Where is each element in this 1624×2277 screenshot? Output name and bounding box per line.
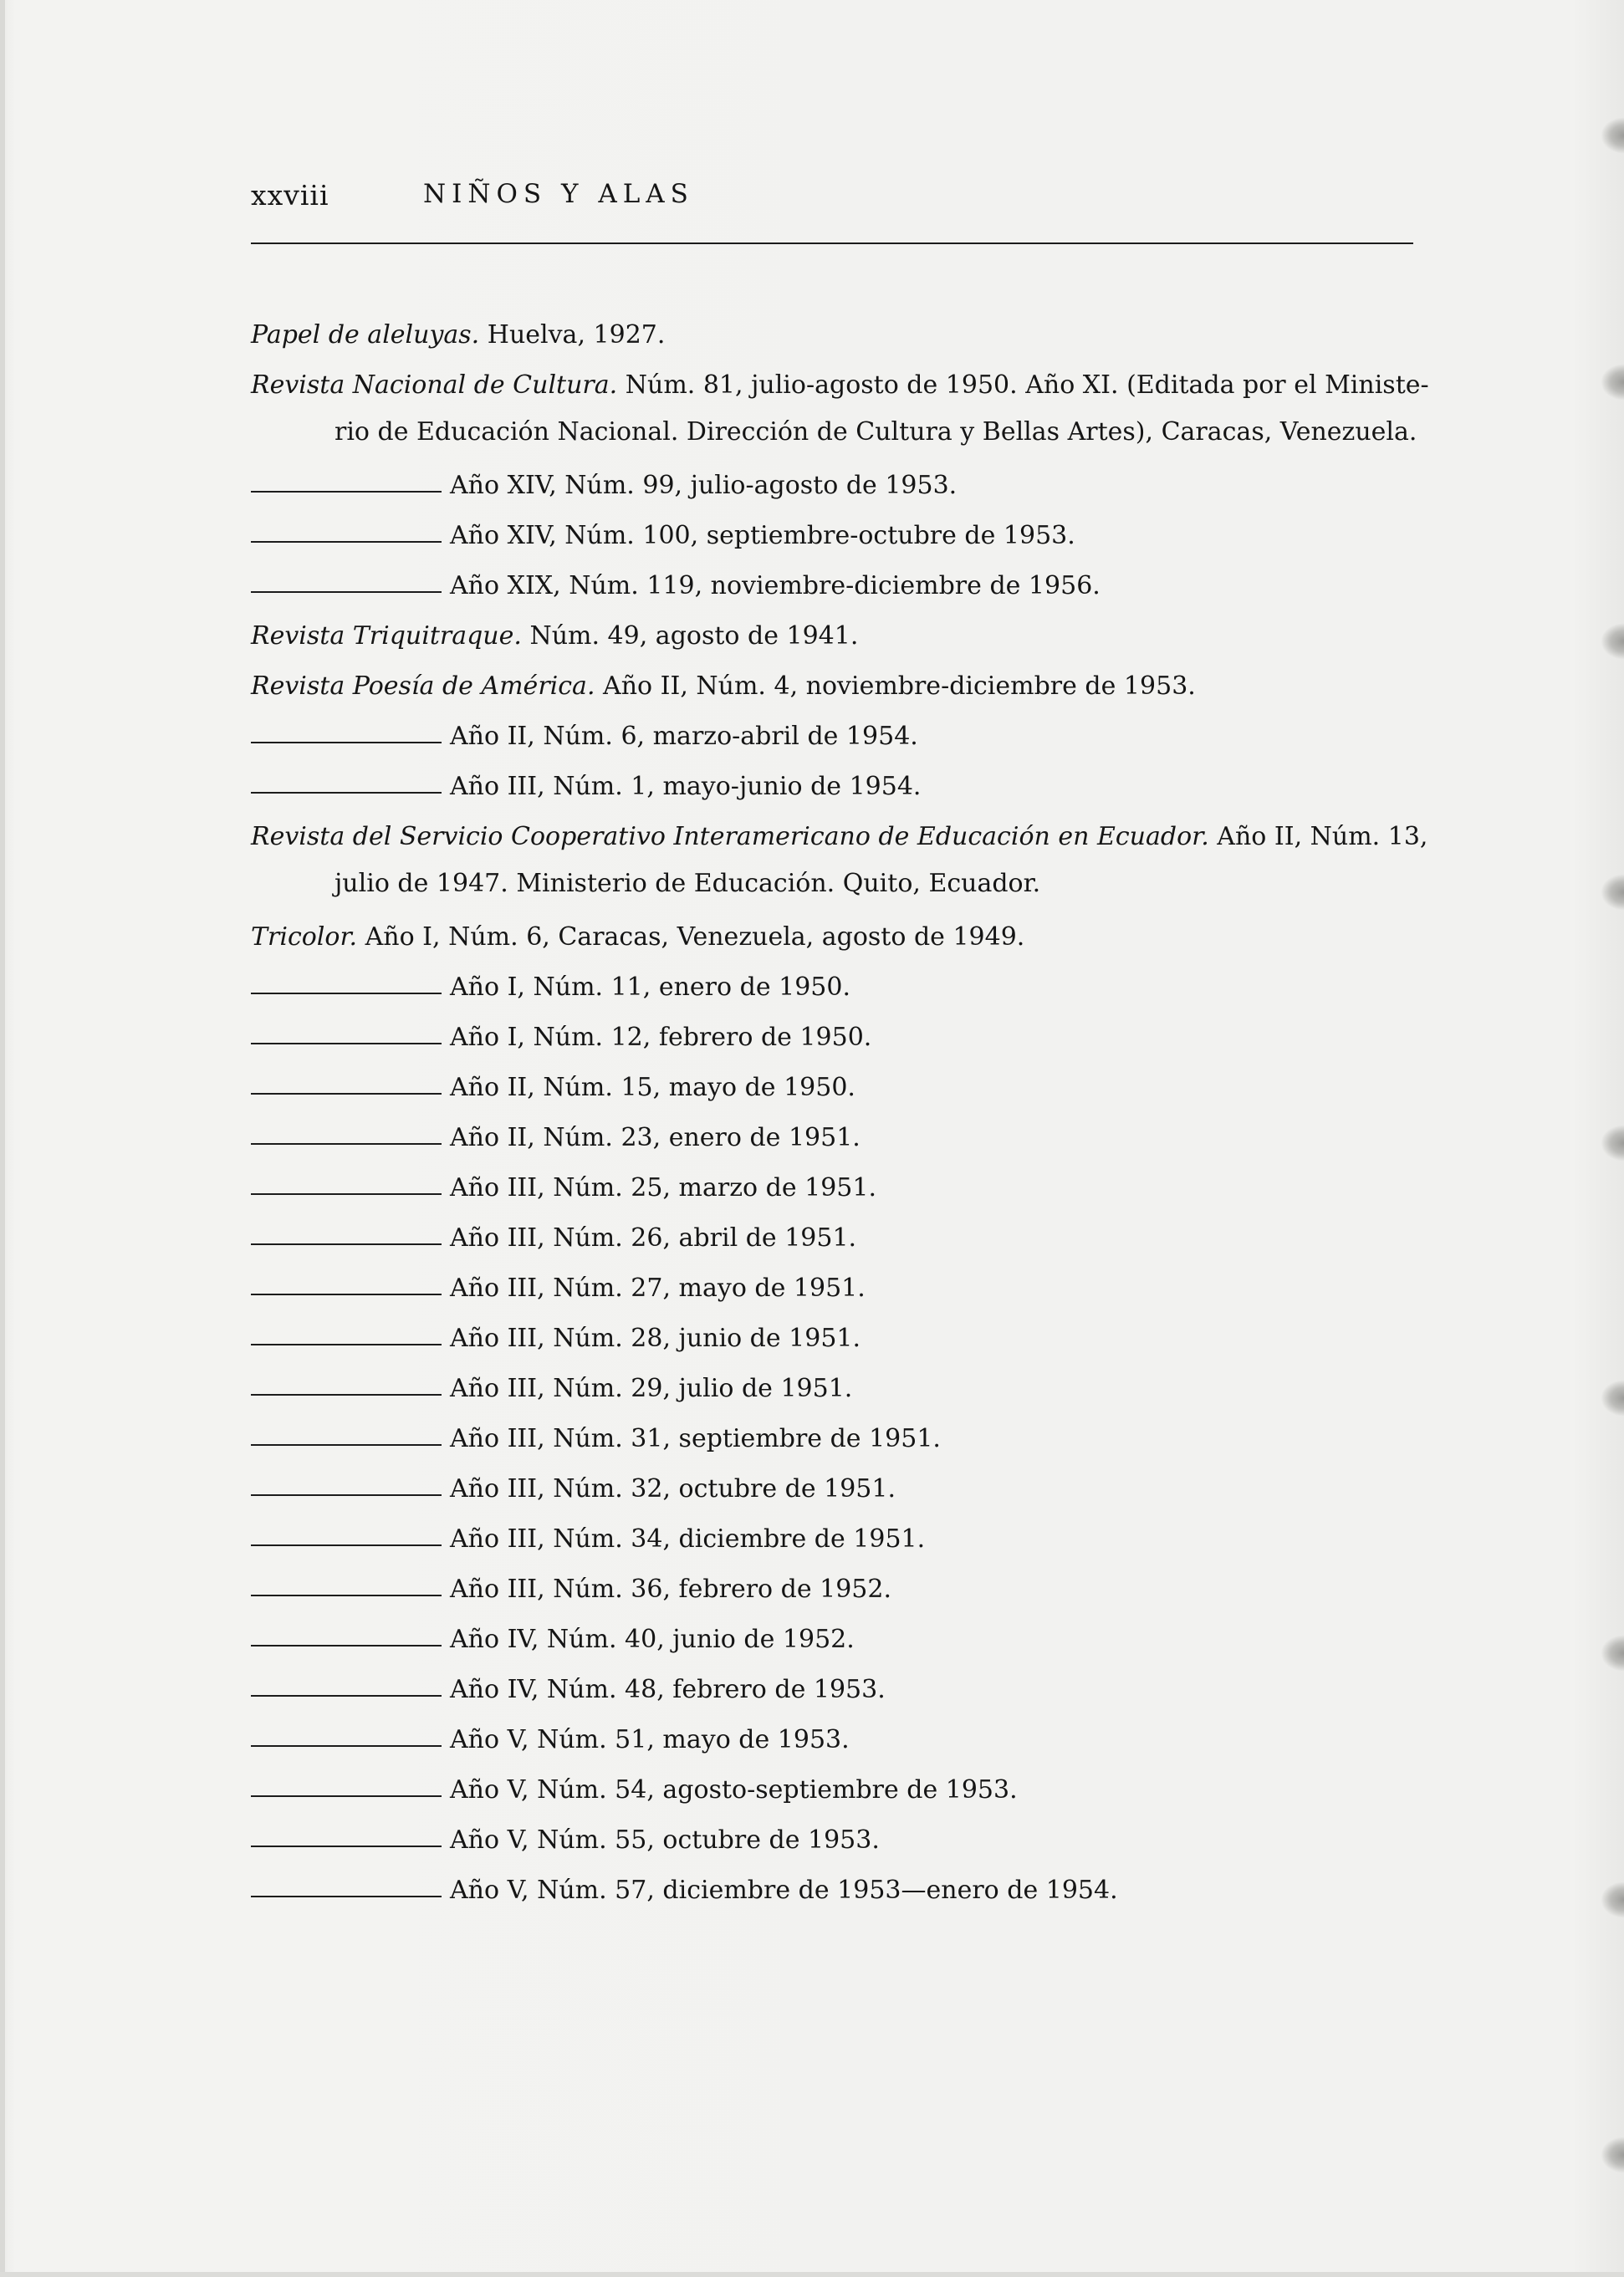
bibliography-continuation-entry	[251, 1315, 1417, 1363]
entry-details: Año III, Núm. 1, mayo-junio de 1954.	[450, 772, 922, 801]
entry-details: Año III, Núm. 25, marzo de 1951.	[450, 1173, 876, 1202]
entry-details: Año V, Núm. 57, diciembre de 1953—enero de 1954.	[450, 1876, 1118, 1905]
ditto-rule	[251, 591, 442, 593]
bibliography-continuation-entry	[251, 763, 1417, 811]
publication-title: Tricolor.	[251, 922, 358, 952]
bibliography-continuation-entry	[251, 712, 1417, 761]
entry-details: Año III, Núm. 36, febrero de 1952.	[450, 1575, 892, 1604]
ditto-rule	[251, 1394, 442, 1396]
ditto-rule	[251, 1494, 442, 1496]
bibliography-continuation-entry	[251, 1666, 1417, 1714]
binder-hole	[1601, 1635, 1624, 1672]
entry-details: Año III, Núm. 28, junio de 1951.	[450, 1324, 861, 1353]
ditto-rule	[251, 1043, 442, 1044]
ditto-rule	[251, 1143, 442, 1145]
ditto-rule	[251, 1294, 442, 1295]
bibliography-continuation-entry	[251, 1164, 1417, 1213]
ditto-rule	[251, 1243, 442, 1245]
publication-title: Revista Poesía de América.	[251, 671, 595, 701]
ditto-rule	[251, 1595, 442, 1596]
bibliography-continuation-entry	[251, 512, 1417, 560]
bibliography-continuation-entry	[251, 562, 1417, 610]
entry-details: Año II, Núm. 13,	[1217, 822, 1428, 851]
publication-title: Revista del Servicio Cooperativo Interamericano de Educación en Ecuador.	[251, 822, 1209, 851]
ditto-rule	[251, 993, 442, 994]
bibliography-continuation-entry	[251, 1064, 1417, 1112]
bibliography-continuation-entry	[251, 1716, 1417, 1764]
publication-title: Papel de aleluyas.	[251, 320, 480, 350]
bibliography-entry	[251, 361, 1429, 457]
running-title: NIÑOS Y ALAS	[423, 179, 694, 209]
ditto-rule	[251, 1645, 442, 1646]
ditto-rule	[251, 1344, 442, 1345]
bibliography-continuation-entry	[251, 1515, 1417, 1564]
bibliography-entry	[251, 612, 1417, 661]
entry-details: Año XIV, Núm. 99, julio-agosto de 1953.	[450, 471, 958, 500]
entry-details: Núm. 81, julio-agosto de 1950. Año XI. (Editada por el Ministe-	[625, 370, 1429, 400]
entry-details: Año II, Núm. 4, noviembre-diciembre de 1953.	[603, 671, 1196, 701]
ditto-rule	[251, 1846, 442, 1847]
entry-details: Año V, Núm. 55, octubre de 1953.	[450, 1825, 880, 1855]
bibliography-continuation-entry	[251, 1465, 1417, 1514]
bibliography-continuation-entry	[251, 1114, 1417, 1162]
bibliography-continuation-entry	[251, 1766, 1417, 1815]
entry-details: Año IV, Núm. 48, febrero de 1953.	[450, 1675, 886, 1704]
bibliography-continuation-entry	[251, 1415, 1417, 1463]
binder-hole	[1601, 1380, 1624, 1417]
bibliography-continuation-entry	[251, 1214, 1417, 1263]
page-number: xxviii	[251, 179, 329, 212]
ditto-rule	[251, 541, 442, 543]
entry-details: Año I, Núm. 6, Caracas, Venezuela, agosto de 1949.	[365, 922, 1025, 952]
ditto-rule	[251, 1695, 442, 1697]
bibliography-continuation-entry	[251, 1264, 1417, 1313]
entry-details: Año III, Núm. 32, octubre de 1951.	[450, 1474, 896, 1504]
bibliography-continuation-entry	[251, 1565, 1417, 1614]
ditto-rule	[251, 1544, 442, 1546]
bibliography-continuation-entry	[251, 1866, 1417, 1915]
page-edge	[0, 2272, 1624, 2277]
entry-details: Año V, Núm. 51, mayo de 1953.	[450, 1725, 850, 1754]
entry-details: Huelva, 1927.	[487, 320, 666, 350]
ditto-rule	[251, 1745, 442, 1747]
entry-details: Año I, Núm. 12, febrero de 1950.	[450, 1023, 872, 1052]
entry-details: Año V, Núm. 54, agosto-septiembre de 1953.	[450, 1775, 1018, 1805]
entry-details: Año IV, Núm. 40, junio de 1952.	[450, 1625, 855, 1654]
binder-hole	[1601, 1881, 1624, 1918]
entry-details: Año III, Núm. 27, mayo de 1951.	[450, 1274, 866, 1303]
entry-details: Año II, Núm. 6, marzo-abril de 1954.	[450, 722, 918, 751]
entry-details: Año XIV, Núm. 100, septiembre-octubre de 1953.	[450, 521, 1075, 550]
entry-details: Año XIX, Núm. 119, noviembre-diciembre de 1956.	[450, 571, 1101, 600]
ditto-rule	[251, 1193, 442, 1195]
binder-hole	[1601, 623, 1624, 660]
entry-continuation: julio de 1947. Ministerio de Educación. Quito, Ecuador.	[335, 869, 1041, 898]
entry-details: Año III, Núm. 31, septiembre de 1951.	[450, 1424, 941, 1453]
binder-hole	[1601, 874, 1624, 911]
entry-details: Año III, Núm. 29, julio de 1951.	[450, 1374, 853, 1403]
binder-hole	[1601, 364, 1624, 401]
header-rule	[251, 243, 1413, 244]
ditto-rule	[251, 1444, 442, 1446]
ditto-rule	[251, 792, 442, 794]
bibliography-continuation-entry	[251, 1365, 1417, 1413]
entry-details: Año II, Núm. 15, mayo de 1950.	[450, 1073, 855, 1102]
bibliography-continuation-entry	[251, 1616, 1417, 1664]
entry-details: Año III, Núm. 34, diciembre de 1951.	[450, 1524, 926, 1554]
publication-title: Revista Nacional de Cultura.	[251, 370, 618, 400]
binder-hole	[1601, 2137, 1624, 2173]
bibliography-continuation-entry	[251, 963, 1417, 1012]
bibliography-entry	[251, 662, 1417, 711]
binder-hole	[1601, 1125, 1624, 1161]
bibliography-entry	[251, 913, 1417, 962]
bibliography-continuation-entry	[251, 462, 1417, 510]
ditto-rule	[251, 491, 442, 493]
binder-hole	[1601, 117, 1624, 154]
entry-details: Año II, Núm. 23, enero de 1951.	[450, 1123, 861, 1152]
publication-title: Revista Triquitraque.	[251, 621, 522, 651]
bibliography-continuation-entry	[251, 1816, 1417, 1865]
bibliography-continuation-entry	[251, 1013, 1417, 1062]
page-header	[251, 179, 1413, 229]
entry-details: Año III, Núm. 26, abril de 1951.	[450, 1223, 857, 1253]
entry-details: Año I, Núm. 11, enero de 1950.	[450, 973, 850, 1002]
bibliography-entry	[251, 813, 1428, 908]
ditto-rule	[251, 1896, 442, 1897]
bibliography-entry	[251, 311, 1417, 360]
ditto-rule	[251, 1795, 442, 1797]
page-edge	[0, 0, 5, 2277]
entry-details: Núm. 49, agosto de 1941.	[529, 621, 859, 651]
ditto-rule	[251, 1093, 442, 1095]
entry-continuation: rio de Educación Nacional. Dirección de Cultura y Bellas Artes), Caracas, Venezuela.	[335, 417, 1417, 447]
ditto-rule	[251, 742, 442, 743]
